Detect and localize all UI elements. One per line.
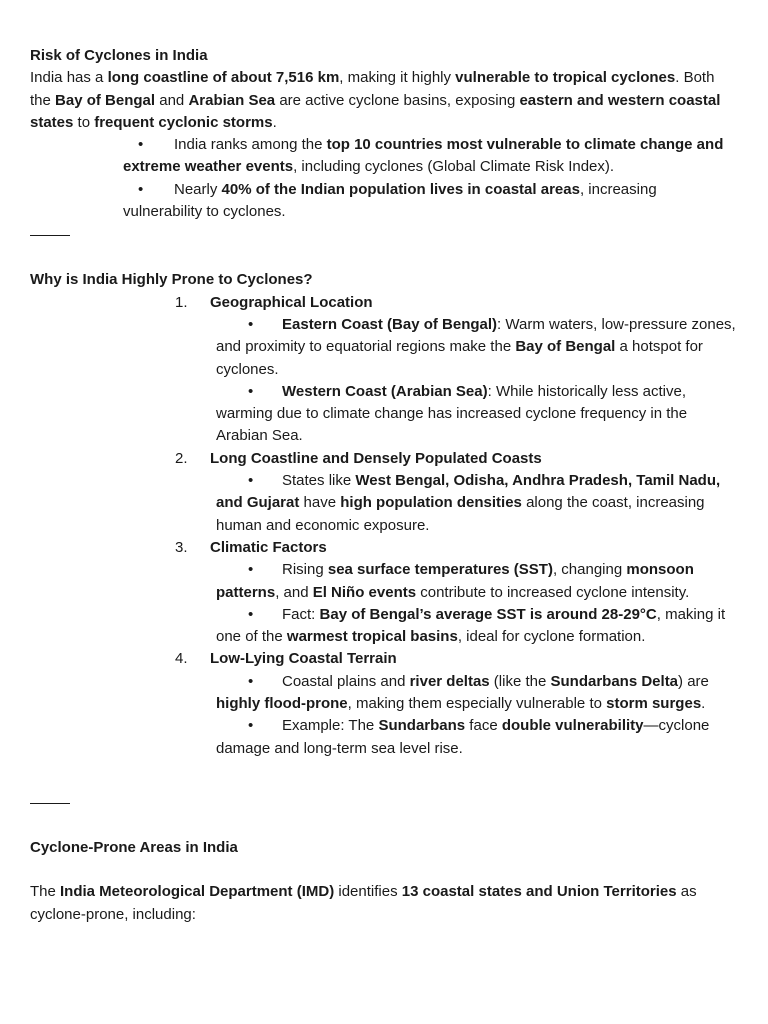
text-run: contribute to increased cyclone intensity. bbox=[416, 583, 690, 601]
text-run: India ranks among the bbox=[174, 136, 327, 154]
text-run: India has a bbox=[30, 69, 108, 87]
bullet-dot: • bbox=[248, 315, 254, 333]
text-run: along the coast, increasing human and economic exposure. bbox=[216, 494, 705, 534]
item-heading: Long Coastline and Densely Populated Coasts bbox=[210, 449, 542, 467]
section-title-risk: Risk of Cyclones in India bbox=[30, 47, 208, 64]
bold-text: warmest tropical basins bbox=[286, 628, 458, 646]
bold-text: 40% of the Indian population lives in coastal areas bbox=[221, 180, 580, 198]
bold-text: vulnerable to tropical cyclones bbox=[455, 69, 676, 87]
bold-text: long coastline of about 7,516 km bbox=[107, 69, 340, 87]
text-run: , making them especially vulnerable to bbox=[347, 695, 607, 713]
text-run: , increasing vulnerability to cyclones. bbox=[123, 180, 657, 221]
bold-text: Arabian Sea bbox=[188, 91, 276, 109]
bold-text: sea surface temperatures (SST) bbox=[327, 561, 553, 579]
bullet-dot: • bbox=[248, 472, 254, 490]
text-run: —cyclone damage and long-term sea level rise. bbox=[216, 717, 710, 757]
bold-text: 13 coastal states and Union Territories bbox=[401, 883, 677, 901]
why-sub-bullet bbox=[30, 604, 738, 649]
text-run: : Warm waters, low-pressure zones, and proximity to equatorial regions make the bbox=[216, 315, 736, 356]
bold-text: monsoon patterns bbox=[216, 561, 694, 601]
text-run: identifies bbox=[334, 883, 402, 901]
sub-bullet-text bbox=[216, 604, 738, 649]
text-run: . bbox=[701, 695, 706, 713]
bold-text: storm surges bbox=[606, 695, 702, 713]
item-number: 1. bbox=[175, 293, 188, 311]
why-item bbox=[30, 448, 738, 470]
text-run: Rising bbox=[282, 561, 328, 579]
text-run: The bbox=[30, 883, 61, 901]
text-run: : While historically less active, warming due to climate change has increased cyclone frequency in the Arabian Sea. bbox=[216, 382, 688, 445]
bold-text: El Niño events bbox=[312, 583, 417, 601]
text-run: are active cyclone basins, exposing bbox=[275, 91, 520, 109]
sub-bullet-text bbox=[216, 671, 738, 716]
text-run: Fact: bbox=[282, 605, 320, 623]
text-run: States like bbox=[282, 472, 356, 490]
text-run: have bbox=[299, 494, 341, 512]
text-run: . Both the bbox=[30, 69, 715, 109]
sub-bullet-text bbox=[216, 559, 738, 604]
text-run: , making it highly bbox=[339, 69, 456, 87]
item-heading: Geographical Location bbox=[210, 293, 373, 311]
text-run: as cyclone-prone, including: bbox=[30, 883, 697, 923]
text-run: . bbox=[272, 113, 277, 131]
text-run: , changing bbox=[552, 561, 627, 579]
bullet-dot: • bbox=[248, 605, 254, 623]
sub-bullet-text bbox=[216, 381, 738, 448]
item-number: 3. bbox=[175, 538, 188, 556]
why-item bbox=[30, 292, 738, 314]
bullet-dot: • bbox=[138, 136, 144, 154]
bold-text: Bay of Bengal bbox=[515, 338, 616, 356]
bold-text: river deltas bbox=[409, 672, 490, 690]
item-number: 2. bbox=[175, 449, 188, 467]
horizontal-rule bbox=[30, 803, 70, 804]
bold-text: West Bengal, Odisha, Andhra Pradesh, Tamil Nadu, and Gujarat bbox=[216, 472, 721, 512]
bullet-dot: • bbox=[248, 561, 254, 579]
bold-text: India Meteorological Department (IMD) bbox=[60, 883, 335, 901]
text-run: Example: The bbox=[282, 717, 379, 735]
horizontal-rule bbox=[30, 235, 70, 236]
bold-text: Eastern Coast (Bay of Bengal) bbox=[282, 315, 498, 333]
risk-intro-paragraph bbox=[30, 67, 738, 134]
text-run: Nearly bbox=[174, 180, 222, 198]
bullet-dot: • bbox=[138, 180, 144, 198]
item-number: 4. bbox=[175, 650, 188, 668]
text-run: (like the bbox=[489, 672, 551, 690]
text-run: Coastal plains and bbox=[282, 672, 410, 690]
item-heading: Low-Lying Coastal Terrain bbox=[210, 650, 397, 668]
text-run: to bbox=[73, 113, 95, 131]
risk-bullet-text bbox=[123, 179, 738, 224]
bold-text: highly flood-prone bbox=[216, 695, 348, 713]
why-sub-bullet bbox=[30, 671, 738, 716]
why-sub-bullet bbox=[30, 715, 738, 760]
bullet-dot: • bbox=[248, 672, 254, 690]
text-run: , including cyclones (Global Climate Risk Index). bbox=[293, 158, 615, 176]
bold-text: eastern and western coastal states bbox=[30, 91, 721, 131]
item-heading: Climatic Factors bbox=[210, 538, 327, 556]
sub-bullet-text bbox=[216, 715, 738, 760]
why-sub-bullet bbox=[30, 470, 738, 537]
risk-bullet bbox=[30, 134, 738, 179]
text-run: face bbox=[465, 717, 502, 735]
text-run: , making it one of the bbox=[216, 605, 726, 646]
why-item bbox=[30, 648, 738, 670]
text-run: a hotspot for cyclones. bbox=[216, 338, 703, 378]
risk-bullet bbox=[30, 179, 738, 224]
bold-text: Bay of Bengal’s average SST is around 28-29°C bbox=[319, 605, 657, 623]
bold-text: high population densities bbox=[340, 494, 522, 512]
bold-text: frequent cyclonic storms bbox=[94, 113, 273, 131]
text-run: , and bbox=[275, 583, 313, 601]
bold-text: top 10 countries most vulnerable to climate change and extreme weather events bbox=[123, 136, 724, 176]
bullet-dot: • bbox=[248, 717, 254, 735]
why-list bbox=[30, 292, 738, 760]
why-sub-bullet bbox=[30, 381, 738, 448]
bold-text: Sundarbans bbox=[378, 717, 466, 735]
why-sub-bullet bbox=[30, 314, 738, 381]
why-item bbox=[30, 537, 738, 559]
why-sub-bullet bbox=[30, 559, 738, 604]
bold-text: Bay of Bengal bbox=[55, 91, 156, 109]
bullet-dot: • bbox=[248, 382, 254, 400]
risk-bullet-text bbox=[123, 134, 738, 179]
text-run: and bbox=[155, 91, 189, 109]
section-title-why: Why is India Highly Prone to Cyclones? bbox=[30, 271, 313, 289]
text-run: , ideal for cyclone formation. bbox=[457, 628, 646, 646]
sub-bullet-text bbox=[216, 314, 738, 381]
text-run: ) are bbox=[678, 672, 709, 690]
bold-text: double vulnerability bbox=[501, 717, 644, 735]
section-title-areas: Cyclone-Prone Areas in India bbox=[30, 838, 238, 856]
sub-bullet-text bbox=[216, 470, 738, 537]
bold-text: Western Coast (Arabian Sea) bbox=[282, 382, 488, 400]
areas-intro-paragraph bbox=[30, 881, 738, 926]
bold-text: Sundarbans Delta bbox=[550, 672, 679, 690]
